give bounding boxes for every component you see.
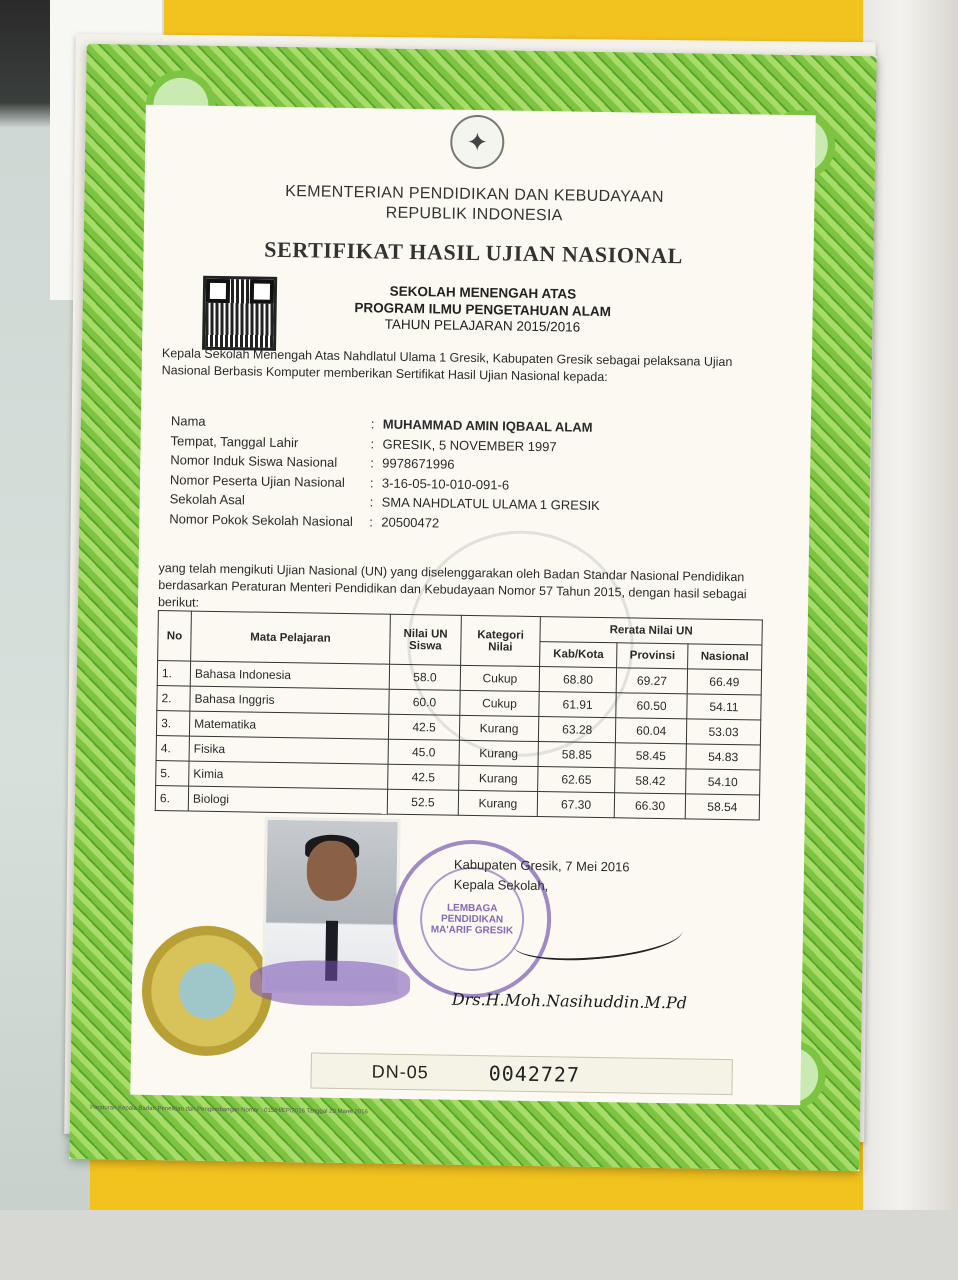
cell-category: Cukup (460, 665, 539, 691)
cell-prov: 66.30 (615, 793, 686, 819)
garuda-emblem-icon: ✦ (450, 115, 505, 170)
certificate-content (151, 105, 796, 1087)
cell-kab: 67.30 (537, 792, 615, 818)
identity-separator: : (370, 455, 375, 471)
identity-value: SMA NAHDLATUL ULAMA 1 GRESIK (381, 494, 600, 513)
cell-category: Kurang (458, 790, 537, 816)
ministry-heading (164, 180, 785, 230)
identity-separator: : (369, 474, 374, 490)
cell-no: 3. (156, 711, 189, 737)
signature-block (453, 855, 714, 899)
identity-value: MUHAMMAD AMIN IQBAAL ALAM (382, 416, 593, 435)
cell-category: Kurang (459, 715, 538, 741)
cell-category: Kurang (459, 740, 538, 766)
cell-subject: Biologi (188, 786, 387, 814)
signer-name: Drs.H.Moh.Nasihuddin.M.Pd (451, 989, 688, 1013)
cell-no: 4. (156, 736, 189, 762)
identity-label: Tempat, Tanggal Lahir (170, 432, 299, 450)
identity-label: Nomor Induk Siswa Nasional (170, 452, 338, 470)
header-prov: Provinsi (617, 643, 688, 669)
header-category: Kategori Nilai (461, 615, 541, 666)
cell-subject: Matematika (189, 711, 388, 739)
cell-no: 5. (156, 761, 189, 787)
cell-score: 42.5 (388, 764, 459, 790)
cell-kab: 62.65 (538, 767, 616, 793)
footnote: Peraturan Kepala Badan Penelitian dan Pengembangan Nomor : 015/H/EP/2016 Tanggal 29 Maret 2016 (90, 1105, 368, 1116)
header-kab: Kab/Kota (540, 642, 618, 668)
school-year: TAHUN PELAJARAN 2015/2016 (384, 316, 581, 335)
photo-stamp-ink (250, 960, 411, 1008)
cell-nas: 66.49 (687, 669, 761, 695)
identity-separator: : (370, 416, 375, 432)
cell-nas: 53.03 (686, 719, 760, 745)
student-photo (262, 817, 401, 995)
school-type-line-1: SEKOLAH MENENGAH ATAS (389, 283, 577, 302)
place-date: Kabupaten Gresik, 7 Mei 2016 (453, 856, 630, 875)
header-score: Nilai UN Siswa (390, 614, 462, 665)
qr-code (202, 276, 277, 351)
ministry-line-1: KEMENTERIAN PENDIDIKAN DAN KEBUDAYAAN (285, 183, 664, 206)
cell-no: 1. (157, 661, 190, 687)
identity-label: Nama (170, 413, 206, 429)
identity-value: 20500472 (381, 514, 440, 530)
grades-table (155, 610, 763, 820)
certificate-title: SERTIFIKAT HASIL UJIAN NASIONAL (264, 236, 684, 269)
cell-subject: Fisika (189, 736, 388, 764)
cell-nas: 54.10 (686, 769, 760, 795)
serial-box (310, 1053, 733, 1096)
header-average: Rerata Nilai UN (540, 617, 762, 645)
cell-category: Kurang (459, 765, 538, 791)
cell-kab: 58.85 (538, 742, 616, 768)
cell-prov: 60.50 (616, 693, 687, 719)
photo-face (306, 840, 357, 901)
cell-score: 42.5 (388, 714, 459, 740)
cell-subject: Bahasa Inggris (190, 686, 389, 714)
cell-prov: 69.27 (616, 668, 687, 694)
serial-number: 0042727 (488, 1061, 581, 1087)
identity-label: Nomor Pokok Sekolah Nasional (169, 510, 354, 529)
cell-kab: 61.91 (539, 692, 617, 718)
identity-value: 9978671996 (382, 455, 455, 472)
identity-separator: : (369, 513, 374, 529)
result-intro-paragraph: yang telah mengikuti Ujian Nasional (UN) yang diselenggarakan oleh Badan Standar Nasional Pendidikan berdasarkan Peraturan Menteri Pendidikan dan Kebudayaan Nomor 57 Tahun 2015, dengan hasil sebagai berikut: (157, 561, 747, 610)
cell-subject: Bahasa Indonesia (190, 661, 389, 689)
certificate-sheet (69, 44, 876, 1171)
cell-kab: 68.80 (539, 667, 617, 693)
certificate-body (130, 105, 815, 1105)
cell-kab: 63.28 (538, 717, 616, 743)
cell-score: 45.0 (388, 739, 459, 765)
cell-prov: 60.04 (616, 718, 687, 744)
identity-label: Nomor Peserta Ujian Nasional (169, 471, 345, 490)
ministry-line-2: REPUBLIK INDONESIA (385, 204, 563, 225)
serial-code: DN-05 (371, 1060, 429, 1082)
identity-separator: : (369, 494, 374, 510)
cell-subject: Kimia (189, 761, 388, 789)
cell-no: 2. (157, 686, 190, 712)
cell-nas: 54.83 (686, 744, 760, 770)
header-subject: Mata Pelajaran (191, 611, 391, 664)
identity-value: 3-16-05-10-010-091-6 (381, 475, 510, 493)
identity-list (169, 411, 771, 537)
cell-prov: 58.45 (615, 743, 686, 769)
cell-nas: 54.11 (687, 694, 761, 720)
header-nas: Nasional (688, 644, 762, 670)
identity-value: GRESIK, 5 NOVEMBER 1997 (382, 436, 557, 454)
background-right (863, 0, 958, 1280)
cell-category: Cukup (460, 690, 539, 716)
cell-score: 52.5 (387, 789, 458, 815)
cell-prov: 58.42 (615, 768, 686, 794)
intro-paragraph: Kepala Sekolah Menengah Atas Nahdlatul Ulama 1 Gresik, Kabupaten Gresik sebagai pelaksana Ujian Nasional Berbasis Komputer memberikan Sertifikat Hasil Ujian Nasional kepada: (161, 346, 733, 385)
signer-role: Kepala Sekolah, (453, 876, 549, 894)
cell-score: 60.0 (389, 689, 460, 715)
identity-label: Sekolah Asal (169, 491, 245, 508)
cell-no: 6. (155, 786, 188, 812)
header-no: No (158, 611, 192, 662)
background-floor (0, 1210, 958, 1280)
cell-score: 58.0 (389, 664, 460, 690)
school-type-line-2: PROGRAM ILMU PENGETAHUAN ALAM (354, 300, 612, 320)
school-stamp-inner: LEMBAGA PENDIDIKAN MA'ARIF GRESIK (419, 866, 525, 972)
cell-nas: 58.54 (685, 794, 759, 820)
identity-separator: : (370, 435, 375, 451)
